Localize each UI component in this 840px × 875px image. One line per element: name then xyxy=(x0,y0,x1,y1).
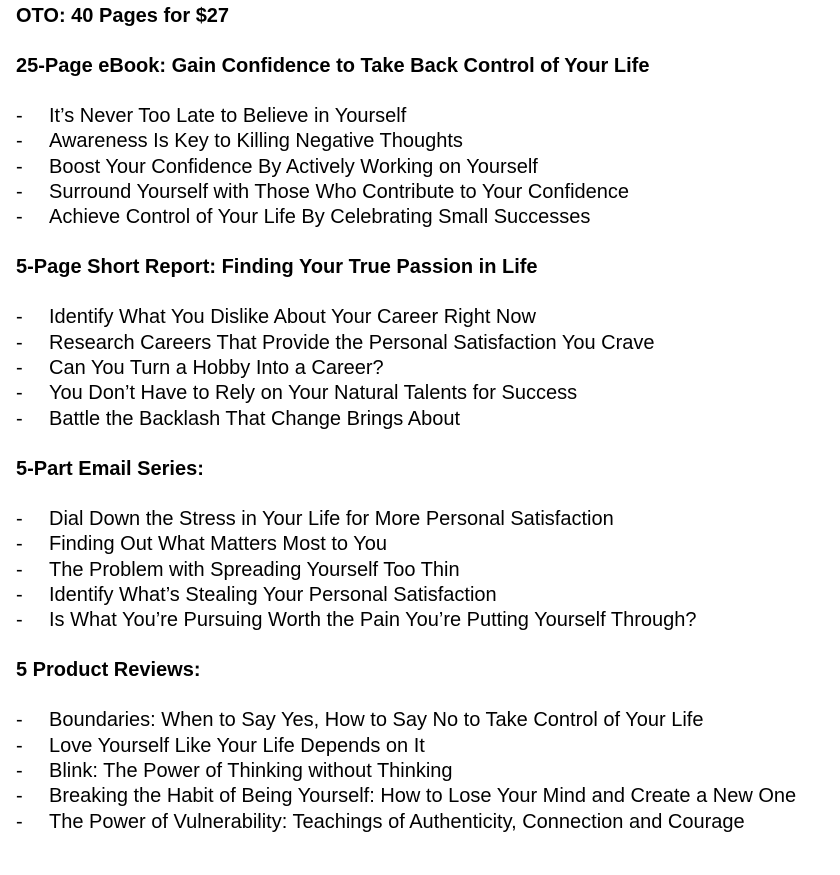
dash-bullet: - xyxy=(16,331,23,354)
dash-bullet: - xyxy=(16,507,23,530)
list-item: - Breaking the Habit of Being Yourself: How to Lose Your Mind and Create a New One xyxy=(16,784,836,809)
section-short-report xyxy=(16,255,836,431)
dash-bullet: - xyxy=(16,105,23,127)
bullet-list xyxy=(16,708,836,834)
dash-bullet: - xyxy=(16,558,23,581)
list-item: - Research Careers That Provide the Personal Satisfaction You Crave xyxy=(16,331,836,356)
bullet-list xyxy=(16,507,836,633)
dash-bullet: - xyxy=(16,130,23,153)
document-page xyxy=(16,4,836,860)
section-ebook xyxy=(16,54,836,230)
list-item: - Identify What You Dislike About Your Career Right Now xyxy=(16,305,836,330)
list-item: - It’s Never Too Late to Believe in Yourself xyxy=(16,104,836,129)
list-item: - Is What You’re Pursuing Worth the Pain You’re Putting Yourself Through? xyxy=(16,608,836,633)
list-item: - Awareness Is Key to Killing Negative Thoughts xyxy=(16,129,836,154)
list-item: - Blink: The Power of Thinking without Thinking xyxy=(16,759,836,784)
dash-bullet: - xyxy=(16,785,23,808)
section-heading: 5 Product Reviews: xyxy=(16,659,201,682)
dash-bullet: - xyxy=(16,382,23,405)
dash-bullet: - xyxy=(16,357,23,380)
dash-bullet: - xyxy=(16,583,23,606)
dash-bullet: - xyxy=(16,180,23,203)
dash-bullet: - xyxy=(16,734,23,757)
dash-bullet: - xyxy=(16,306,23,329)
bullet-list xyxy=(16,104,836,230)
dash-bullet: - xyxy=(16,810,23,833)
list-item: - You Don’t Have to Rely on Your Natural Talents for Success xyxy=(16,381,836,406)
section-heading: 5-Part Email Series: xyxy=(16,457,204,480)
section-heading: 25-Page eBook: Gain Confidence to Take Back Control of Your Life xyxy=(16,55,650,77)
dash-bullet: - xyxy=(16,709,23,732)
dash-bullet: - xyxy=(16,533,23,556)
list-item: - Achieve Control of Your Life By Celebrating Small Successes xyxy=(16,205,836,230)
dash-bullet: - xyxy=(16,155,23,178)
dash-bullet: - xyxy=(16,609,23,632)
bullet-list xyxy=(16,305,836,431)
list-item: - Boundaries: When to Say Yes, How to Say No to Take Control of Your Life xyxy=(16,708,836,733)
list-item: - Surround Yourself with Those Who Contribute to Your Confidence xyxy=(16,180,836,205)
list-item: - Boost Your Confidence By Actively Working on Yourself xyxy=(16,155,836,180)
document-title: OTO: 40 Pages for $27 xyxy=(16,5,230,27)
list-item: - The Problem with Spreading Yourself Too Thin xyxy=(16,558,836,583)
list-item: - The Power of Vulnerability: Teachings of Authenticity, Connection and Courage xyxy=(16,810,836,835)
list-item: - Finding Out What Matters Most to You xyxy=(16,532,836,557)
list-item: - Battle the Backlash That Change Brings About xyxy=(16,407,836,432)
list-item: - Dial Down the Stress in Your Life for More Personal Satisfaction xyxy=(16,507,836,532)
dash-bullet: - xyxy=(16,760,23,783)
list-item: - Love Yourself Like Your Life Depends on It xyxy=(16,734,836,759)
list-item: - Can You Turn a Hobby Into a Career? xyxy=(16,356,836,381)
dash-bullet: - xyxy=(16,206,23,229)
dash-bullet: - xyxy=(16,407,23,430)
section-email-series xyxy=(16,457,836,633)
list-item: - Identify What’s Stealing Your Personal Satisfaction xyxy=(16,583,836,608)
section-heading: 5-Page Short Report: Finding Your True Passion in Life xyxy=(16,256,538,279)
section-product-reviews xyxy=(16,658,836,834)
